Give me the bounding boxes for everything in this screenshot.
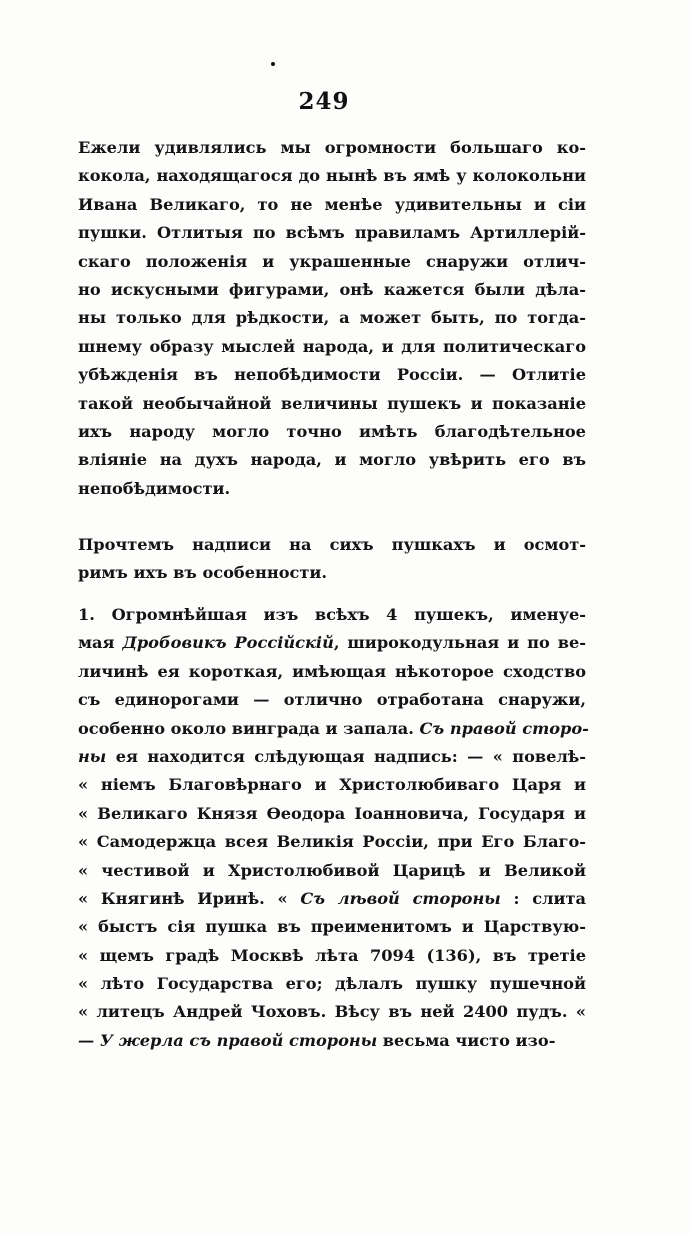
- text-line: [78, 828, 586, 856]
- italic-text: Съ правой сторо-: [419, 718, 589, 738]
- paragraph-1: [78, 134, 586, 503]
- text-segment: 1. Огромнѣйшая изъ всѣхъ 4 пушекъ, именуе-: [78, 605, 586, 624]
- text-segment: вліяніе на духъ народа, и могло увѣрить его въ: [78, 450, 586, 470]
- text-segment: кокола, находящагося до нынѣ въ ямѣ у колокольни: [78, 166, 586, 186]
- text-segment: « Великаго Князя Ѳеодора Іоанновича, Государя и: [78, 803, 586, 823]
- text-segment: шнему образу мыслей народа, и для политическаго: [78, 336, 586, 356]
- text-line: [78, 715, 589, 743]
- text-line: [78, 885, 586, 913]
- text-segment: « быстъ сія пушка въ преименитомъ и Царствую-: [78, 917, 586, 937]
- text-segment: мая: [78, 633, 123, 653]
- text-segment: « щемъ градѣ Москвѣ лѣта 7094 (136), въ третіе: [78, 945, 586, 965]
- text-segment: скаго положенія и украшенные снаружи отлич-: [78, 251, 586, 271]
- text-line: [78, 162, 586, 190]
- text-line: [78, 913, 586, 941]
- paragraph-3: [78, 601, 589, 1055]
- text-line: [78, 475, 586, 503]
- text-segment: ея находится слѣдующая надпись: — « повелѣ-: [106, 746, 586, 766]
- ink-dot: [271, 62, 275, 66]
- text-line: [78, 418, 586, 446]
- text-line: [78, 998, 586, 1026]
- text-line: [78, 601, 586, 629]
- text-line: [78, 248, 586, 276]
- text-line: [78, 191, 586, 219]
- text-segment: пушки. Отлитыя по всѣмъ правиламъ Артиллерій-: [78, 223, 586, 243]
- text-line: [78, 361, 586, 389]
- text-line: [78, 857, 586, 885]
- text-segment: « честивой и Христолюбивой Царицѣ и Великой: [78, 860, 586, 880]
- italic-text: Съ лѣвой стороны: [300, 888, 501, 908]
- text-line: [78, 970, 586, 998]
- text-segment: « лѣто Государства его; дѣлалъ пушку пушечной: [78, 974, 586, 994]
- text-line: [78, 276, 586, 304]
- text-segment: —: [78, 1030, 100, 1050]
- text-segment: такой необычайной величины пушекъ и показаніе: [78, 393, 586, 413]
- text-line: [78, 686, 586, 714]
- text-line: [78, 531, 586, 559]
- italic-text: ны: [78, 746, 107, 766]
- text-line: [78, 390, 586, 418]
- text-line: [78, 658, 586, 686]
- text-line: [78, 1027, 586, 1055]
- text-segment: , широкодульная и по ве-: [333, 633, 586, 653]
- text-line: [78, 743, 586, 771]
- text-segment: : слита: [500, 888, 587, 908]
- text-segment: личинѣ ея короткая, имѣющая нѣкоторое сходство: [78, 661, 586, 681]
- text-line: [78, 446, 586, 474]
- text-segment: « Самодержца всея Великія Россіи, при Его Благо-: [78, 832, 586, 852]
- text-segment: Прочтемъ надписи на сихъ пушкахъ и осмот-: [78, 535, 586, 554]
- text-segment: римъ ихъ въ особенности.: [78, 563, 328, 583]
- text-line: [78, 219, 586, 247]
- text-line: [78, 629, 586, 657]
- text-line: [78, 559, 586, 587]
- text-segment: непобѣдимости.: [78, 478, 231, 498]
- text-line: [78, 942, 586, 970]
- text-segment: ихъ народу могло точно имѣть благодѣтельное: [78, 421, 586, 441]
- text-segment: « литецъ Андрей Чоховъ. Вѣсу въ ней 2400 пудъ. «: [78, 1002, 586, 1022]
- page-number: 249: [298, 88, 350, 115]
- italic-text: Дробовикъ Россійскій: [122, 633, 334, 653]
- text-segment: Ивана Великаго, то не менѣе удивительны и сіи: [78, 194, 586, 214]
- text-line: [78, 800, 586, 828]
- text-segment: убѣжденія въ непобѣдимости Россіи. — Отлитіе: [78, 365, 586, 385]
- text-line: [78, 333, 586, 361]
- text-segment: но искусными фигурами, онѣ кажется были дѣла-: [78, 279, 586, 299]
- text-line: [78, 771, 586, 799]
- text-segment: съ единорогами — отлично отработана снаружи,: [78, 690, 586, 710]
- paragraph-2: [78, 531, 586, 588]
- text-segment: « ніемъ Благовѣрнаго и Христолюбиваго Царя и: [78, 775, 586, 795]
- text-segment: ны только для рѣдкости, а может быть, по тогда-: [78, 308, 586, 328]
- text-segment: весьма чисто изо-: [377, 1030, 556, 1050]
- text-segment: Ежели удивлялись мы огромности большаго ко-: [78, 138, 586, 157]
- italic-text: У жерла съ правой стороны: [99, 1030, 378, 1050]
- text-line: [78, 304, 586, 332]
- text-line: [78, 134, 586, 162]
- text-segment: « Княгинѣ Иринѣ. «: [78, 888, 301, 908]
- text-segment: особенно около винграда и запала.: [78, 718, 420, 738]
